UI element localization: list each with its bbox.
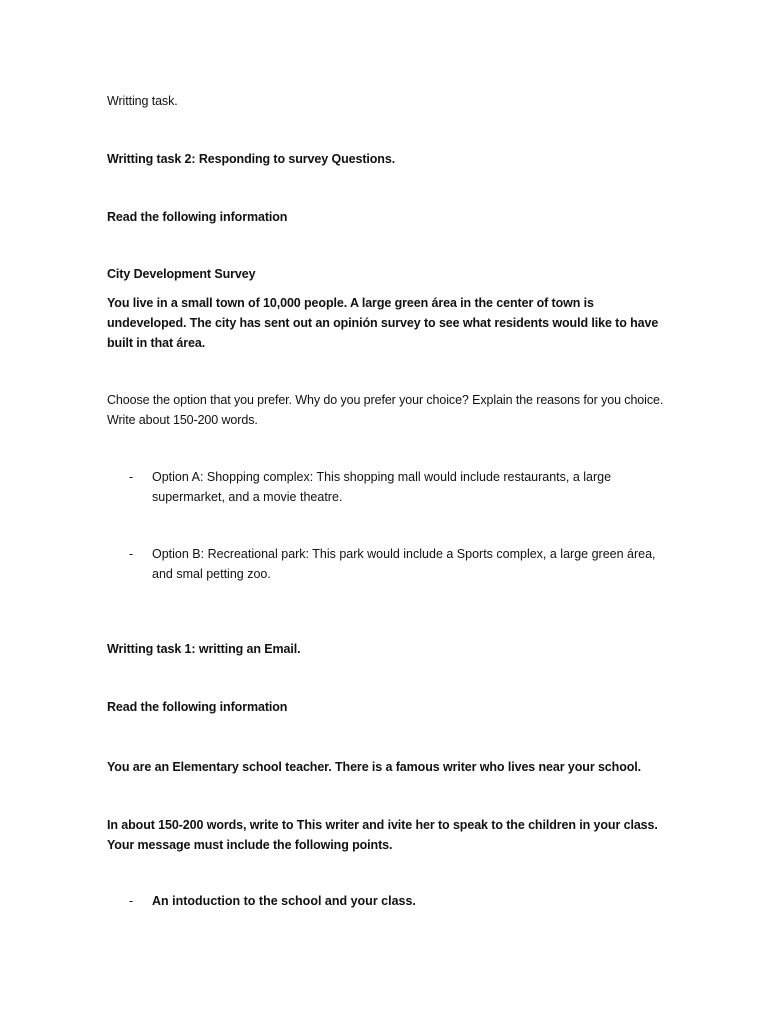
bullet-dash: - xyxy=(129,470,134,484)
point-1-text: An intoduction to the school and your class. xyxy=(152,894,416,908)
task2-instructions: Choose the option that you prefer. Why do you prefer your choice? Explain the reasons for you choice. Write about 150-200 words. xyxy=(107,393,664,427)
option-b-text: Option B: Recreational park: This park would include a Sports complex, a large green área, and smal petting zoo. xyxy=(152,547,656,581)
bullet-dash: - xyxy=(129,894,134,908)
task1-title: Writting task 1: writting an Email. xyxy=(107,642,301,656)
task1-instructions: In about 150-200 words, write to This writer and ivite her to speak to the children in your class. Your message must include the following points. xyxy=(107,818,658,852)
task1-scenario: You are an Elementary school teacher. There is a famous writer who lives near your school. xyxy=(107,760,642,774)
document-header: Writting task. xyxy=(107,94,178,108)
task2-scenario: You live in a small town of 10,000 people. A large green área in the center of town is undeveloped. The city has sent out an opinión survey to see what residents would like to have built in that área. xyxy=(107,296,659,350)
survey-title: City Development Survey xyxy=(107,267,256,281)
task2-read-info: Read the following information xyxy=(107,210,288,224)
option-a-text: Option A: Shopping complex: This shopping mall would include restaurants, a large supermarket, and a movie theatre. xyxy=(152,470,612,504)
task1-read-info: Read the following information xyxy=(107,700,288,714)
bullet-dash: - xyxy=(129,547,134,561)
task2-title: Writting task 2: Responding to survey Questions. xyxy=(107,152,396,166)
